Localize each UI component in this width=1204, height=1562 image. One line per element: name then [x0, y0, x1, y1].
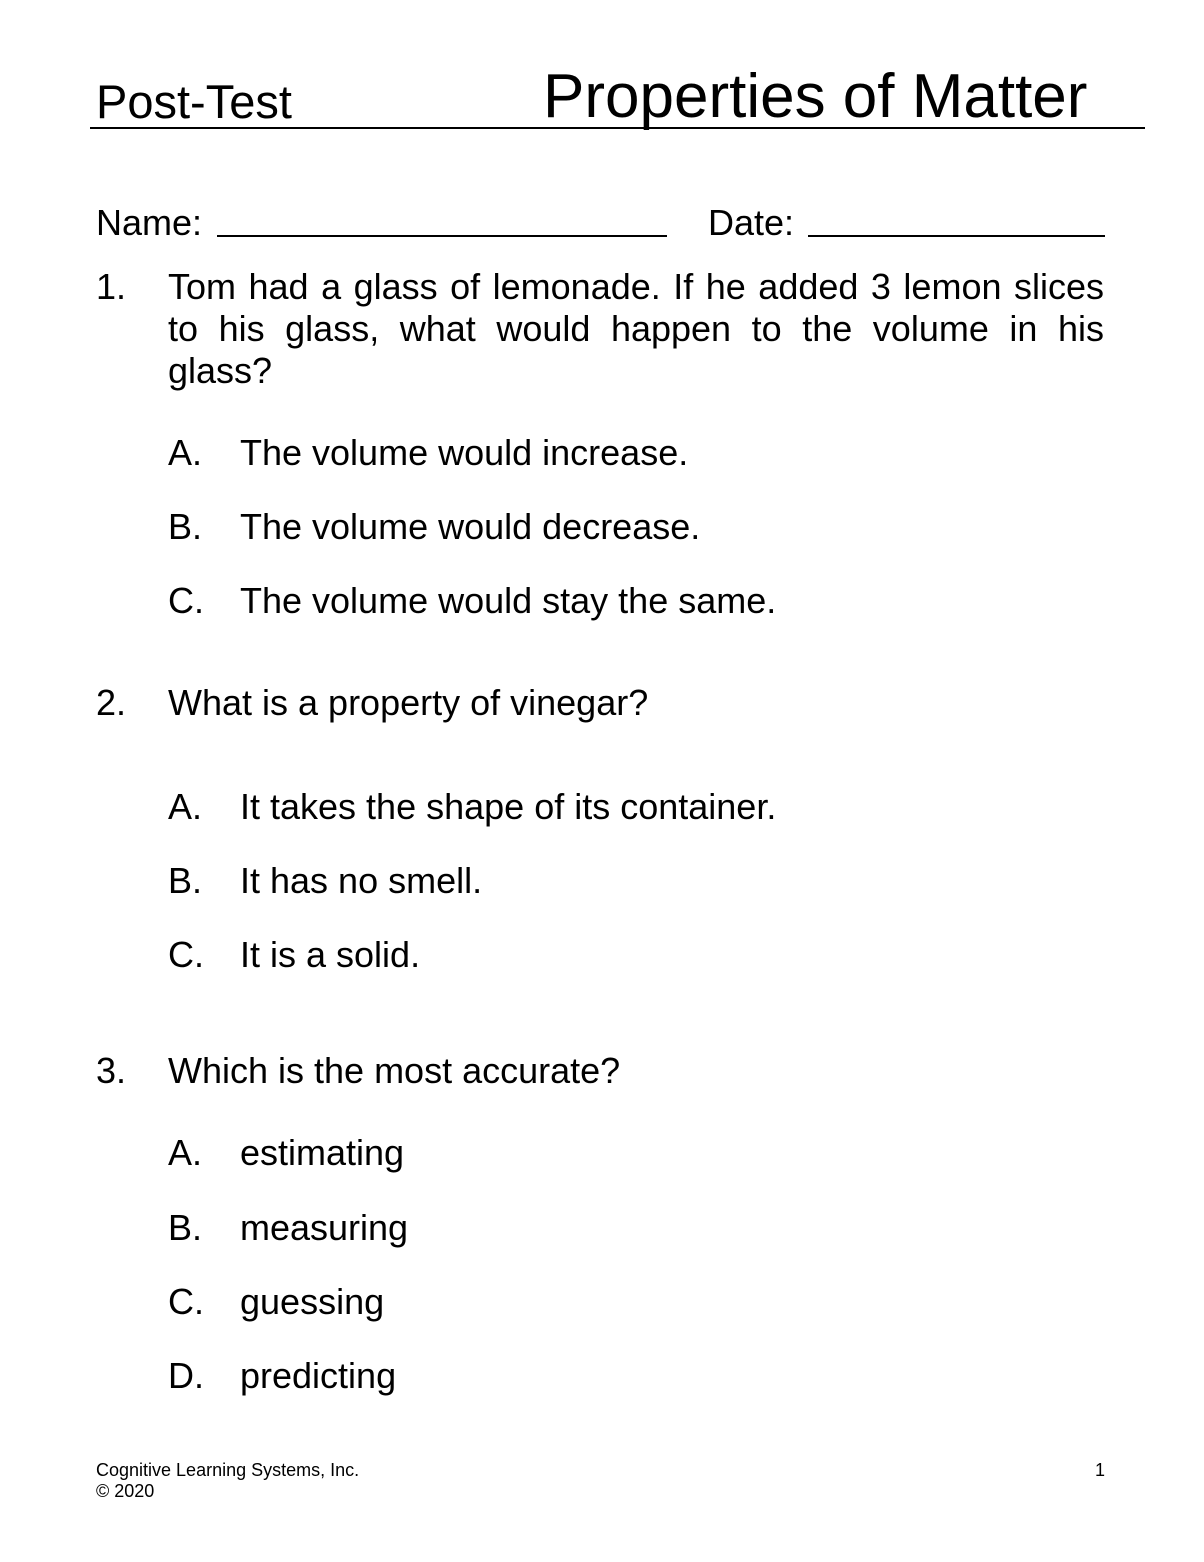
- question-3-option-d-letter: D.: [168, 1355, 204, 1396]
- question-2-option-b-letter: B.: [168, 860, 203, 901]
- date-label: Date:: [708, 202, 795, 243]
- question-3-text: Which is the most accurate?: [168, 1050, 621, 1091]
- question-2-option-c-text[interactable]: It is a solid.: [240, 934, 421, 975]
- question-1-option-b-letter: B.: [168, 506, 203, 547]
- question-3-number: 3.: [96, 1050, 127, 1091]
- question-1-number: 1.: [96, 266, 127, 307]
- footer-copyright: © 2020: [96, 1481, 155, 1501]
- footer-publisher: Cognitive Learning Systems, Inc.: [96, 1460, 360, 1480]
- question-1-text: Tom had a glass of lemonade. If he added 3 lemon slices to his glass, what would happen to the volume in his glass?: [168, 266, 1104, 391]
- footer-page-number: 1: [1095, 1460, 1106, 1480]
- question-1-option-c-letter: C.: [168, 580, 204, 621]
- date-field-line[interactable]: [808, 235, 1105, 237]
- question-3-option-a-letter: A.: [168, 1132, 203, 1173]
- question-3-option-c-letter: C.: [168, 1281, 204, 1322]
- question-2-number: 2.: [96, 682, 127, 723]
- question-3-option-b-letter: B.: [168, 1207, 203, 1248]
- question-1-option-a-text[interactable]: The volume would increase.: [240, 432, 689, 473]
- page-title: Properties of Matter: [543, 62, 1088, 131]
- question-2-text: What is a property of vinegar?: [168, 682, 649, 723]
- question-3-option-a-text[interactable]: estimating: [240, 1132, 405, 1173]
- question-2-option-a-letter: A.: [168, 786, 203, 827]
- question-1-option-c-text[interactable]: The volume would stay the same.: [240, 580, 777, 621]
- post-test-label: Post-Test: [96, 75, 292, 128]
- question-3-option-d-text[interactable]: predicting: [240, 1355, 397, 1396]
- question-2-option-b-text[interactable]: It has no smell.: [240, 860, 483, 901]
- name-label: Name:: [96, 202, 203, 243]
- question-1-option-a-letter: A.: [168, 432, 203, 473]
- name-field-line[interactable]: [217, 235, 667, 237]
- question-1-option-b-text[interactable]: The volume would decrease.: [240, 506, 701, 547]
- header-divider: [90, 127, 1145, 129]
- question-2-option-c-letter: C.: [168, 934, 204, 975]
- question-2-option-a-text[interactable]: It takes the shape of its container.: [240, 786, 777, 827]
- question-3-option-c-text[interactable]: guessing: [240, 1281, 385, 1322]
- question-3-option-b-text[interactable]: measuring: [240, 1207, 409, 1248]
